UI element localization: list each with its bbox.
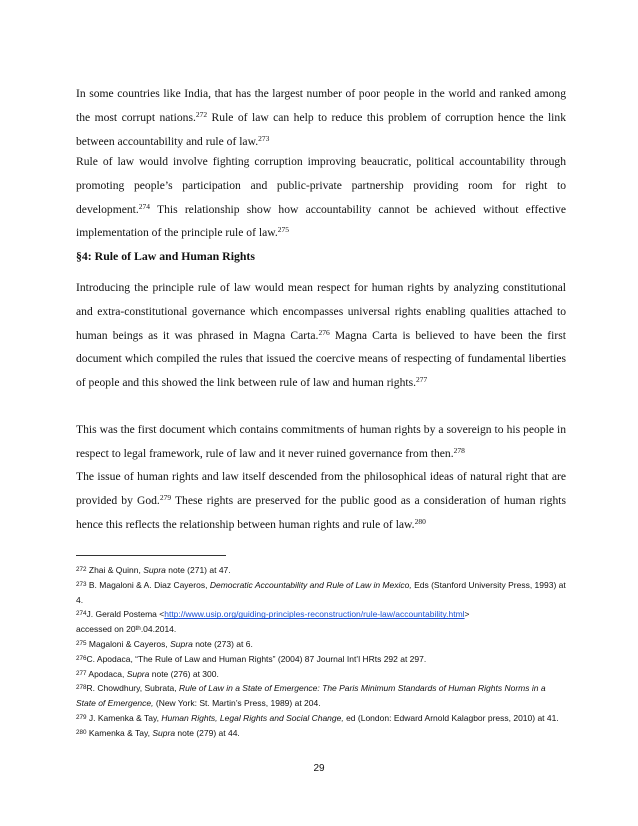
footnote-number: 279 xyxy=(76,713,87,721)
footnote-text: ed (London: Edward Arnold Kalagbor press, 2010) at 41. xyxy=(343,712,559,723)
footnote-italic: Supra xyxy=(170,638,193,649)
footnote-italic: Supra xyxy=(143,565,166,575)
footnote-text: B. Magaloni & A. Diaz Cayeros, xyxy=(86,579,210,590)
footnote-text: accessed on 20 xyxy=(76,624,136,635)
footnote-ref: 278 xyxy=(453,445,465,455)
footnote-text: Kamenka & Tay, xyxy=(86,727,153,738)
paragraph-text: This was the first document which contains commitments of human rights by a sovereign to his people in respect to legal framework, rule of law and it never ruined governance from then. xyxy=(76,423,566,460)
footnote-italic: Rule of Law in a State of Emergence: The Paris Minimum Standards of Human Rights Norms in a State of Emergence, xyxy=(76,683,546,709)
footnote-text: (New York: St. Martin’s Press, 1989) at 204. xyxy=(153,698,321,709)
paragraph-text: The issue of human rights and law itself descended from the philosophical ideas of natural right that are provided by God. xyxy=(76,470,566,507)
footnote-text: Zhai & Quinn, xyxy=(86,565,144,575)
paragraph-magna-carta xyxy=(76,276,566,395)
footnote-italic: Supra xyxy=(152,727,176,738)
footnote-278 xyxy=(76,681,566,711)
paragraph-natural-right xyxy=(76,465,566,536)
footnote-279 xyxy=(76,711,566,726)
footnote-italic: Supra xyxy=(126,668,150,679)
footnote-text: Apodaca, xyxy=(86,668,127,679)
footnote-number: 273 xyxy=(76,580,87,588)
footnote-ref: 275 xyxy=(277,225,290,235)
footnote-272 xyxy=(76,563,566,578)
footnote-text: > xyxy=(464,609,470,620)
footnote-text: J. Gerald Postema < xyxy=(86,609,165,620)
page-number: 29 xyxy=(313,763,325,774)
paragraph-accountability xyxy=(76,150,566,245)
ordinal-suffix: th xyxy=(135,625,141,633)
paragraph-text: This relationship show how accountability cannot be achieved without effective implementation of the principle rule of law. xyxy=(76,202,566,240)
footnote-ref: 279 xyxy=(159,492,172,502)
paragraph-text: In some countries like India, that has the largest number of poor people in the world and ranked among the most corrupt nations. xyxy=(76,87,566,124)
footnote-text: note (273) at 6. xyxy=(192,638,253,649)
footnote-274 xyxy=(76,607,566,637)
paragraph-text: Rule of law would involve fighting corruption improving beaucratic, political accountability through promoting people’s participation and public-private partnership providing room for right to development. xyxy=(76,155,566,216)
paragraph-text: These rights are preserved for the public good as a consideration of human rights hence this reflects the relationship between human rights and rule of law. xyxy=(76,493,566,531)
footnote-text: note (271) at 47. xyxy=(165,565,231,575)
paragraph-corruption xyxy=(76,82,566,153)
footnote-ref: 276 xyxy=(318,327,330,337)
paragraph-text: Magna Carta is believed to have been the first document which compiled the rules that issued the coercive means of respecting of fundamental liberties of people and this showed the link between rule of law and human rights. xyxy=(76,328,566,390)
footnote-text: Eds (Stanford University Press, 1993) at 4. xyxy=(76,579,566,605)
footnote-number: 277 xyxy=(76,669,87,677)
footnote-276 xyxy=(76,652,566,667)
footnote-277 xyxy=(76,667,566,682)
footnote-number: 276 xyxy=(76,654,87,662)
footnote-ref: 273 xyxy=(258,133,270,143)
footnote-number: 274 xyxy=(76,610,87,618)
footnote-ref: 280 xyxy=(414,516,426,526)
footnote-text: C. Apodaca, “The Rule of Law and Human Rights” (2004) 87 Journal Int’l HRts 292 at 297. xyxy=(86,653,427,664)
footnote-number: 278 xyxy=(76,684,87,692)
footnote-text: note (276) at 300. xyxy=(149,668,219,679)
footnote-text: Magaloni & Cayeros, xyxy=(86,638,171,649)
footnote-275 xyxy=(76,637,566,652)
footnote-text: .04.2014. xyxy=(140,624,177,635)
paragraph-first-document xyxy=(76,418,566,466)
paragraph-text: Introducing the principle rule of law would mean respect for human rights by analyzing constitutional and extra-constitutional governance which encompasses universal rights enabling qualities attached to human beings as it was phrased in Magna Carta. xyxy=(76,281,566,342)
footnote-number: 275 xyxy=(76,639,87,647)
footnote-ref: 272 xyxy=(195,109,208,119)
accountability-link[interactable]: http://www.usip.org/guiding-principles-reconstruction/rule-law/accountability.html xyxy=(164,609,465,620)
paragraph-text: Rule of law can help to reduce this problem of corruption hence the link between accountability and rule of law. xyxy=(76,110,566,148)
section-heading: §4: Rule of Law and Human Rights xyxy=(76,249,255,263)
footnote-ref: 277 xyxy=(416,375,428,385)
footnote-text: note (279) at 44. xyxy=(175,727,240,738)
footnote-number: 280 xyxy=(76,728,87,736)
footnotes-section xyxy=(76,563,566,741)
footnote-italic: Democratic Accountability and Rule of Law in Mexico, xyxy=(209,579,412,590)
footnote-separator xyxy=(76,555,226,556)
footnote-italic: Human Rights, Legal Rights and Social Change, xyxy=(161,712,344,723)
footnote-280 xyxy=(76,726,566,741)
footnote-text: R. Chowdhury, Subrata, xyxy=(86,683,179,694)
footnote-ref: 274 xyxy=(138,201,151,211)
footnote-text: J. Kamenka & Tay, xyxy=(86,712,162,723)
footnote-273 xyxy=(76,578,566,608)
footnote-number: 272 xyxy=(76,566,87,573)
